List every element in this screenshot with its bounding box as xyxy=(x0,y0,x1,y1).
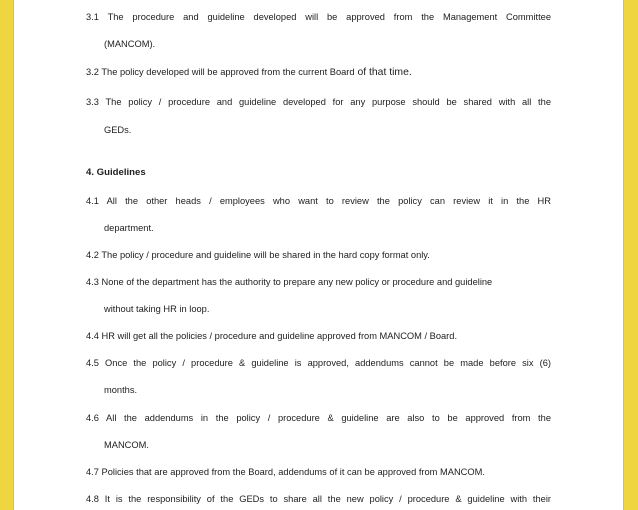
item-3-2-tail: of that time. xyxy=(354,67,412,78)
item-4-7: 4.7 Policies that are approved from the Board, addendums of it can be approved from MANCOM. xyxy=(86,467,485,477)
item-4-1-line-2: department. xyxy=(104,223,154,233)
item-4-5-line-1: 4.5 Once the policy / procedure & guideline is approved, addendums cannot be made before six (6) xyxy=(86,358,551,368)
section-4-heading: 4. Guidelines xyxy=(86,167,146,178)
item-4-3-line-2: without taking HR in loop. xyxy=(104,304,210,314)
item-4-3-line-1: 4.3 None of the department has the authority to prepare any new policy or procedure and guideline xyxy=(86,277,493,287)
frame-left-border xyxy=(0,0,14,510)
item-4-6-line-1: 4.6 All the addendums in the policy / procedure & guideline are also to be approved from the xyxy=(86,413,551,423)
document-page xyxy=(14,0,623,510)
item-4-6-line-2: MANCOM. xyxy=(104,440,149,450)
item-3-3-line-2: GEDs. xyxy=(104,125,132,135)
frame-right-border xyxy=(624,0,638,510)
item-4-8-line-1: 4.8 It is the responsibility of the GEDs to share all the new policy / procedure & guideline with their xyxy=(86,494,551,504)
item-4-4: 4.4 HR will get all the policies / procedure and guideline approved from MANCOM / Board. xyxy=(86,331,458,341)
item-3-2-text: 3.2 The policy developed will be approved from the current Board xyxy=(86,67,355,77)
item-3-1-line-1: 3.1 The procedure and guideline developed will be approved from the Management Committee xyxy=(86,12,551,22)
item-4-2: 4.2 The policy / procedure and guideline will be shared in the hard copy format only. xyxy=(86,250,430,260)
item-4-1-line-1: 4.1 All the other heads / employees who want to review the policy can review it in the HR xyxy=(86,196,551,206)
item-3-1-line-2: (MANCOM). xyxy=(104,39,156,49)
item-4-5-line-2: months. xyxy=(104,385,138,395)
item-3-3-line-1: 3.3 The policy / procedure and guideline developed for any purpose should be shared with all the xyxy=(86,97,551,107)
item-3-2 xyxy=(86,66,551,79)
